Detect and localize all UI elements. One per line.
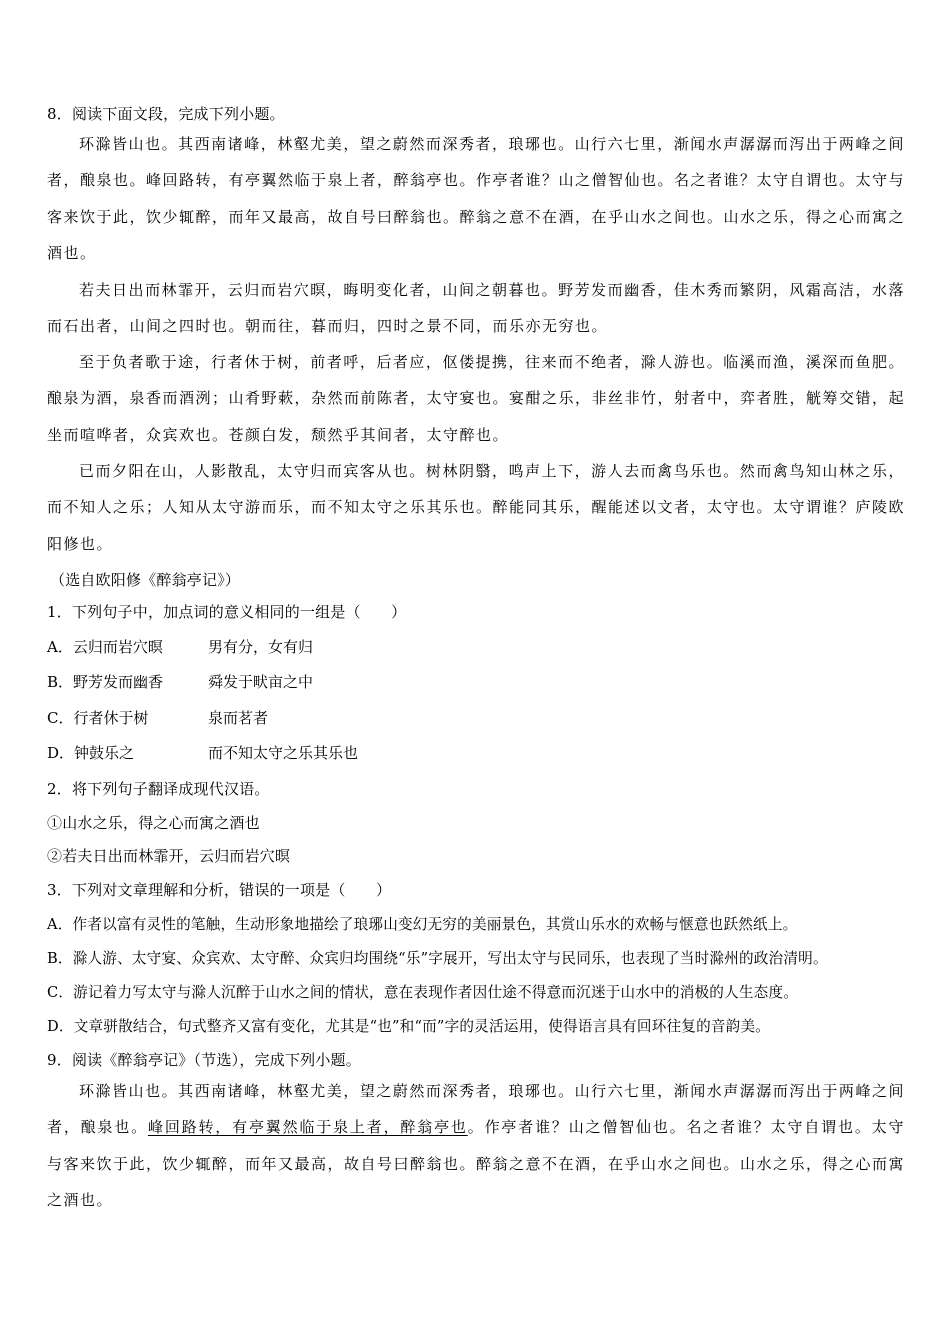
subquestion-3-option-c: C．游记着力写太守与滁人沉醉于山水之间的情状，意在表现作者因仕途不得意而沉迷于山水中的消极的人生态度。 <box>47 984 799 1001</box>
passage-paragraph-4: 已而夕阳在山，人影散乱，太守归而宾客从也。树林阴翳，鸣声上下，游人去而禽鸟乐也。然而禽鸟知山林之乐，而不知人之乐；人知从太守游而乐，而不知太守之乐其乐也。醉能同其乐，醒能述以文者，太守也。太守谓谁？庐陵欧阳修也。 <box>47 462 906 553</box>
subquestion-3-option-b: B．滁人游、太守宴、众宾欢、太守醉、众宾归均围绕“乐”字展开，写出太守与民同乐，也表现了当时滁州的政治清明。 <box>47 950 828 967</box>
subquestion-2-item-2: ②若夫日出而林霏开，云归而岩穴暝 <box>47 847 291 865</box>
subquestion-1-option-c-right: 泉而茗者 <box>208 709 269 727</box>
subquestion-1-option-d-left: D．钟鼓乐之 <box>47 744 135 762</box>
question-9-header: 9．阅读《醉翁亭记》（节选），完成下列小题。 <box>47 1051 361 1069</box>
underlined-sentence: 峰回路转，有亭翼然临于泉上者，醉翁亭也 <box>147 1118 468 1137</box>
subquestion-1-stem: 1．下列句子中，加点词的意义相同的一组是（ ） <box>47 603 407 621</box>
subquestion-1-option-b-right: 舜发于畎亩之中 <box>208 673 314 691</box>
question-8-header: 8．阅读下面文段，完成下列小题。 <box>47 105 285 123</box>
subquestion-2-stem: 2．将下列句子翻译成现代汉语。 <box>47 780 270 798</box>
subquestion-3-stem: 3．下列对文章理解和分析，错误的一项是（ ） <box>47 881 392 899</box>
passage-text-after: 。作亭者谁？山之僧智仙也。名之者谁？太守自谓也。太守与客来饮于此，饮少辄醉，而年又最高，故自号曰醉翁也。醉翁之意不在酒，在乎山水之间也。山水之乐，得之心而寓之酒也。 <box>47 1118 906 1209</box>
question-9-passage <box>47 1073 905 1218</box>
subquestion-3-option-a: A．作者以富有灵性的笔触，生动形象地描绘了琅琊山变幻无穷的美丽景色，其赏山乐水的欢畅与惬意也跃然纸上。 <box>47 916 798 933</box>
subquestion-1-option-c-left: C．行者休于树 <box>47 709 149 727</box>
passage-paragraph-3: 至于负者歌于途，行者休于树，前者呼，后者应，伛偻提携，往来而不绝者，滁人游也。临溪而渔，溪深而鱼肥。酿泉为酒，泉香而酒洌；山肴野蔌，杂然而前陈者，太守宴也。宴酣之乐，非丝非竹，射者中，弈者胜，觥筹交错，起坐而喧哗者，众宾欢也。苍颜白发，颓然乎其间者，太守醉也。 <box>47 353 906 444</box>
passage-paragraph-1: 环滁皆山也。其西南诸峰，林壑尤美，望之蔚然而深秀者，琅琊也。山行六七里，渐闻水声潺潺而泻出于两峰之间者，酿泉也。峰回路转，有亭翼然临于泉上者，醉翁亭也。作亭者谁？山之僧智仙也。名之者谁？太守自谓也。太守与客来饮于此，饮少辄醉，而年又最高，故自号曰醉翁也。醉翁之意不在酒，在乎山水之间也。山水之乐，得之心而寓之酒也。 <box>47 135 906 262</box>
source-note: （选自欧阳修《醉翁亭记》） <box>50 571 241 589</box>
subquestion-1-option-a-right: 男有分，女有归 <box>208 638 314 656</box>
subquestion-3-option-d: D．文章骈散结合，句式整齐又富有变化，尤其是“也”和“而”字的灵活运用，使得语言具有回环往复的音韵美。 <box>47 1018 771 1035</box>
subquestion-2-item-1: ①山水之乐，得之心而寓之酒也 <box>47 814 260 832</box>
passage-paragraph-2: 若夫日出而林霏开，云归而岩穴暝，晦明变化者，山间之朝暮也。野芳发而幽香，佳木秀而繁阴，风霜高洁，水落而石出者，山间之四时也。朝而往，暮而归，四时之景不同，而乐亦无穷也。 <box>47 281 905 336</box>
subquestion-1-option-a-left: A．云归而岩穴暝 <box>47 638 163 656</box>
subquestion-1-option-d-right: 而不知太守之乐其乐也 <box>208 744 359 762</box>
subquestion-1-option-b-left: B．野芳发而幽香 <box>47 673 164 691</box>
passage-text-before: 环滁皆山也。其西南诸峰，林壑尤美，望之蔚然而深秀者，琅琊也。山行六七里，渐闻水声潺潺而泻出于两峰之间者，酿泉也。 <box>47 1082 905 1137</box>
